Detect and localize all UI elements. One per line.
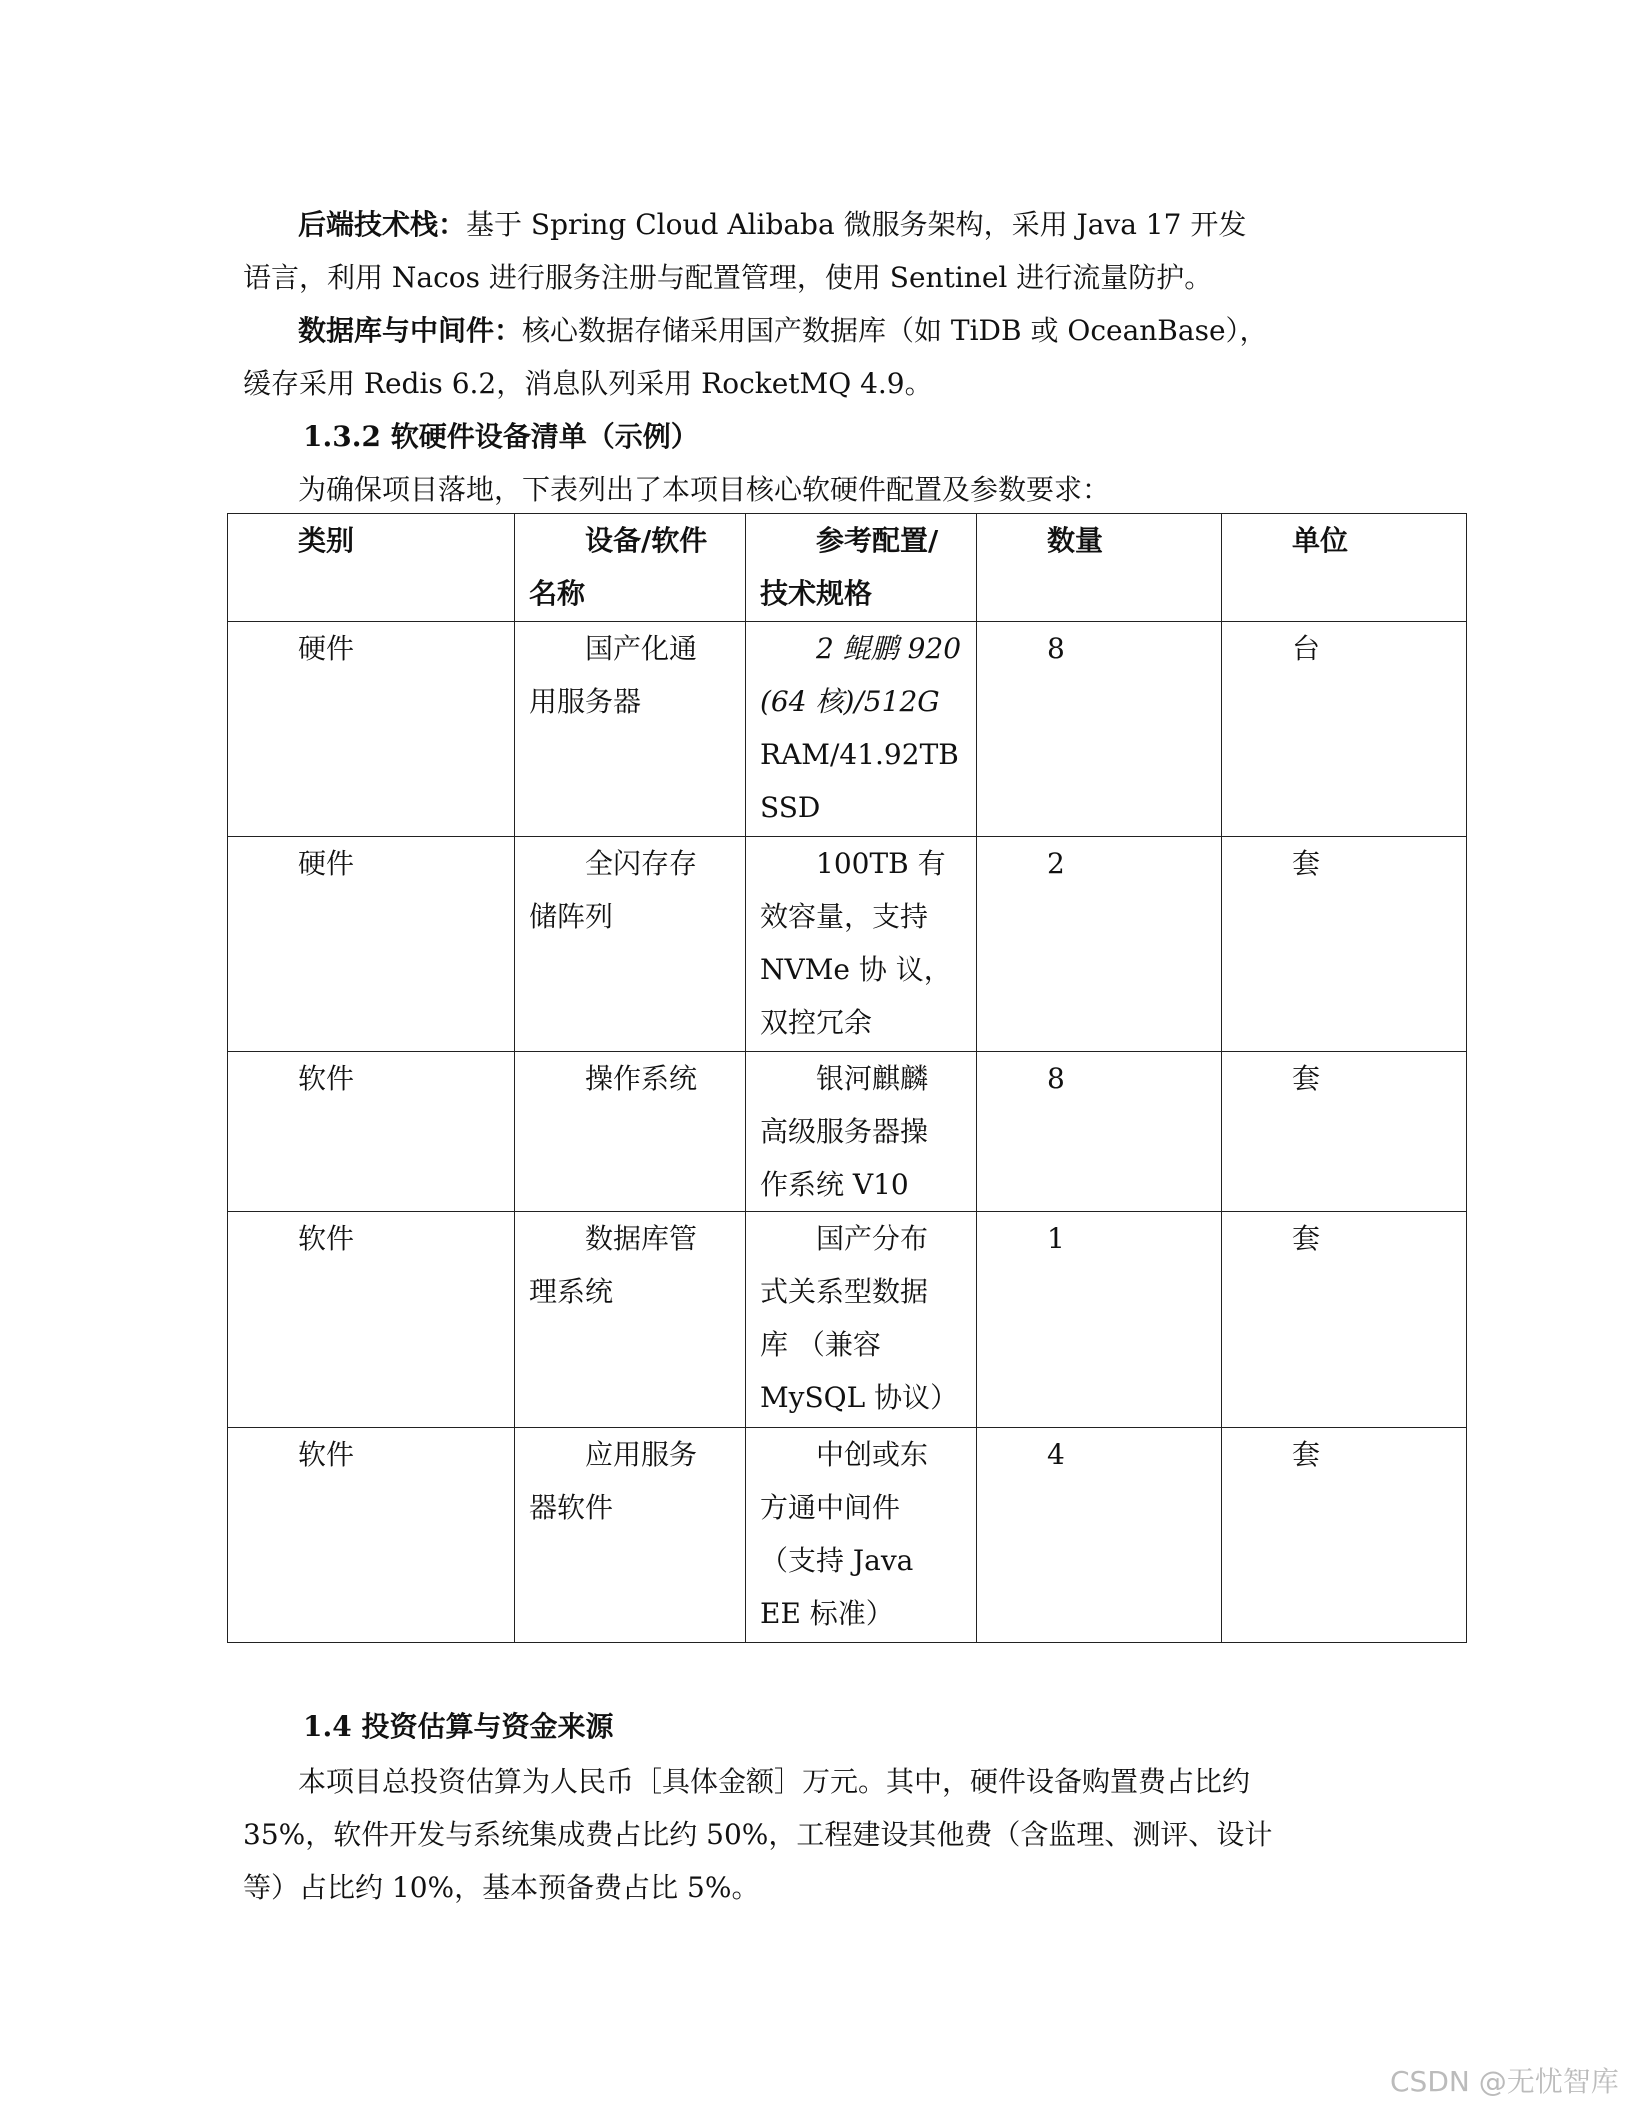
investment-line3: 等）占比约 10%，基本预备费占比 5%。 bbox=[243, 1871, 760, 1904]
table-row: 硬件 全闪存存 储阵列 100TB 有 效容量，支持 NVMe 协 议， 双控冗余 2 套 bbox=[228, 837, 1467, 1052]
header-spec: 参考配置/ 技术规格 bbox=[746, 514, 977, 622]
paragraph-database bbox=[243, 304, 1395, 410]
backend-line2: 语言，利用 Nacos 进行服务注册与配置管理，使用 Sentinel 进行流量防护。 bbox=[243, 261, 1213, 294]
table-row: 硬件 国产化通 用服务器 2 鲲鹏 920 (64 核)/512G RAM/41.92TB SSD 8 台 bbox=[228, 622, 1467, 837]
section-heading-1-4: 1.4 投资估算与资金来源 bbox=[303, 1710, 614, 1743]
table-intro: 为确保项目落地，下表列出了本项目核心软硬件配置及参数要求： bbox=[298, 473, 1111, 506]
database-label: 数据库与中间件： bbox=[298, 314, 523, 347]
backend-label: 后端技术栈： bbox=[298, 208, 467, 241]
table-row: 软件 应用服务 器软件 中创或东 方通中间件 （支持 Java EE 标准） 4 套 bbox=[228, 1428, 1467, 1643]
paragraph-investment bbox=[243, 1755, 1395, 1914]
header-name: 设备/软件 名称 bbox=[515, 514, 746, 622]
table-row: 软件 操作系统 银河麒麟 高级服务器操 作系统 V10 8 套 bbox=[228, 1052, 1467, 1212]
header-category: 类别 bbox=[228, 514, 515, 622]
paragraph-backend bbox=[243, 198, 1395, 304]
investment-line1: 本项目总投资估算为人民币［具体金额］万元。其中，硬件设备购置费占比约 bbox=[298, 1765, 1251, 1798]
table-header-row bbox=[228, 514, 1467, 622]
header-quantity: 数量 bbox=[977, 514, 1222, 622]
watermark: CSDN @无忧智库 bbox=[1390, 2065, 1619, 2098]
section-heading-1-3-2: 1.3.2 软硬件设备清单（示例） bbox=[303, 420, 699, 453]
database-line2: 缓存采用 Redis 6.2，消息队列采用 RocketMQ 4.9。 bbox=[243, 367, 933, 400]
database-line1: 核心数据存储采用国产数据库（如 TiDB 或 OceanBase）， bbox=[522, 314, 1268, 347]
equipment-table bbox=[227, 513, 1467, 1643]
backend-line1: 基于 Spring Cloud Alibaba 微服务架构，采用 Java 17 开发 bbox=[466, 208, 1247, 241]
investment-line2: 35%，软件开发与系统集成费占比约 50%，工程建设其他费（含监理、测评、设计 bbox=[243, 1818, 1273, 1851]
header-unit: 单位 bbox=[1222, 514, 1467, 622]
table-row: 软件 数据库管 理系统 国产分布 式关系型数据 库 （兼容 MySQL 协议） 1 套 bbox=[228, 1212, 1467, 1428]
